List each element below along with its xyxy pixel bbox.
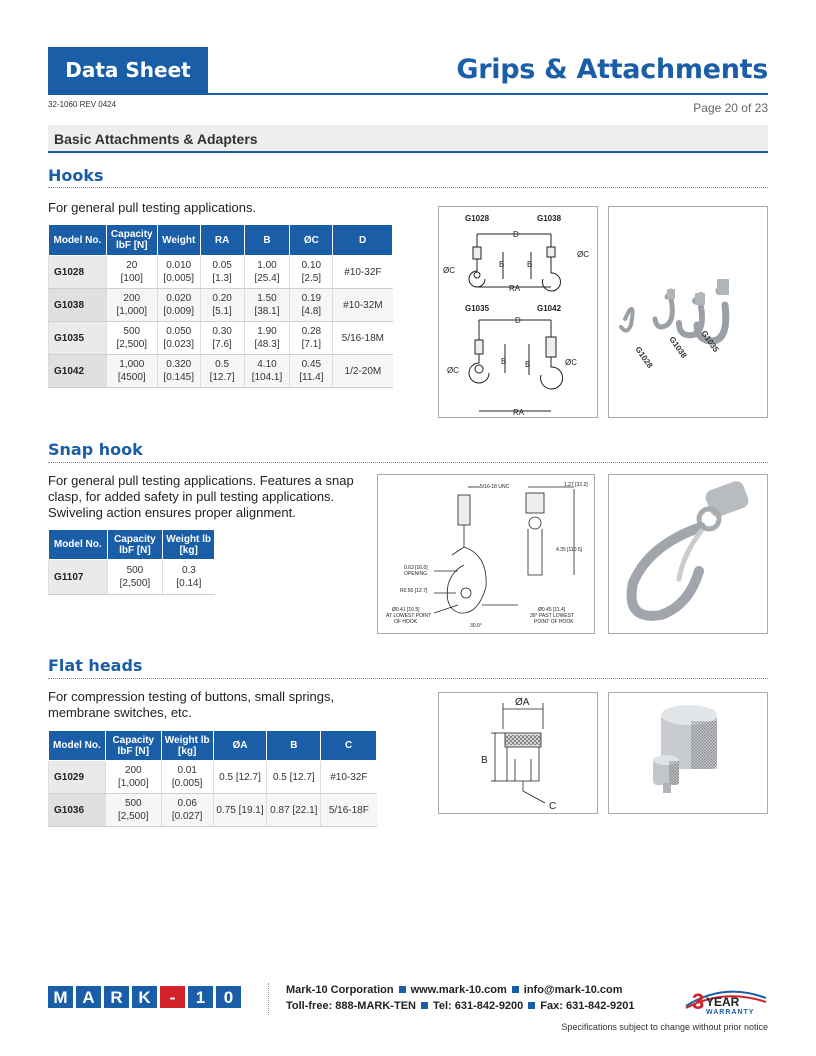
snap-dim-opening-2: OPENING (404, 571, 428, 577)
drawing-dim-b-top-right: B (527, 260, 533, 269)
cell-d: #10-32F (333, 256, 393, 289)
cell-value: 0.5 (215, 359, 230, 370)
cell-value: 1,000 (119, 359, 145, 370)
cell-value-metric: [0.145] (163, 372, 195, 383)
cell-weight (163, 560, 215, 595)
cell-b (244, 322, 290, 355)
cell-value: 0.010 (166, 260, 192, 271)
footer-website: www.mark-10.com (410, 984, 507, 996)
cell-a: 0.5 [12.7] (213, 761, 267, 794)
table-header-row (49, 530, 215, 560)
footer-email: info@mark-10.com (523, 984, 623, 996)
footer-tollfree: Toll-free: 888-MARK-TEN (286, 1000, 416, 1012)
cell-value-metric: [4500] (117, 372, 146, 383)
drawing-dim-b-bottom-right: B (525, 360, 531, 369)
flat-dim-a: ØA (515, 697, 530, 708)
flat-heads-photo (608, 692, 768, 814)
snap-dim-dia1-2: AT LOWEST POINT (386, 613, 432, 619)
cell-weight (161, 761, 213, 794)
cell-ra (200, 256, 244, 289)
cell-capacity (106, 256, 157, 289)
cell-value-metric: [0.005] (163, 273, 195, 284)
snap-hook-photo (608, 474, 768, 634)
flat-heads-photo-svg (609, 693, 768, 814)
col-a: ØA (213, 731, 267, 761)
table-row (49, 794, 377, 827)
cell-c (290, 322, 333, 355)
snap-hook-heading: Snap hook (48, 440, 143, 459)
logo-letter: 0 (223, 988, 234, 1007)
footer-fax: Fax: 631-842-9201 (540, 1000, 635, 1012)
table-row (49, 761, 377, 794)
cell-c (290, 256, 333, 289)
mark-10-logo-svg (48, 986, 244, 1008)
snap-hook-table (48, 529, 215, 595)
cell-value-metric: [4.8] (301, 306, 322, 317)
cell-b (244, 355, 290, 388)
footer-bullet (421, 1002, 428, 1009)
cell-value: 20 (126, 260, 138, 271)
cell-model: G1028 (49, 256, 107, 289)
cell-c: 5/16-18F (321, 794, 377, 827)
table-row (49, 560, 215, 595)
drawing-dim-b-top-left: B (499, 260, 505, 269)
warranty-badge (684, 984, 768, 1016)
col-b: B (267, 731, 321, 761)
photo-label-g1035: G1035 (699, 328, 721, 354)
flat-heads-drawing (438, 692, 598, 814)
warranty-badge-svg (684, 984, 768, 1016)
cell-value: 500 (123, 326, 141, 337)
cell-c: #10-32F (321, 761, 377, 794)
document-number: 32-1060 REV 0424 (48, 100, 117, 109)
flat-heads-description (48, 689, 368, 721)
cell-capacity (105, 794, 161, 827)
cell-value: 0.19 (301, 293, 322, 304)
cell-model: G1035 (49, 322, 107, 355)
cell-a: 0.75 [19.1] (213, 794, 267, 827)
warranty-year: YEAR (706, 995, 740, 1009)
drawing-dim-ra-top: RA (509, 284, 521, 293)
hooks-photo (608, 206, 768, 418)
snap-dim-thread: 5/16-18 UNC (480, 484, 510, 490)
table-row (49, 355, 393, 388)
cell-value: 0.30 (212, 326, 232, 337)
col-d: D (333, 225, 393, 256)
cell-value: 0.06 (177, 798, 197, 809)
drawing-dim-ra-bottom: RA (513, 408, 525, 417)
flat-dim-c: C (549, 801, 557, 812)
cell-b: 0.87 [22.1] (267, 794, 321, 827)
drawing-dim-d-top: D (513, 230, 519, 239)
logo-letter: - (169, 988, 176, 1007)
cell-value-metric: [100] (120, 273, 143, 284)
flat-heads-table (48, 730, 377, 827)
cell-value: 0.3 (181, 565, 196, 576)
cell-c (290, 355, 333, 388)
cell-value: 0.28 (301, 326, 322, 337)
snap-hook-photo-svg (609, 475, 768, 634)
snap-desc-line-1: For general pull testing applications. Features a snap (48, 473, 354, 488)
footer-bullet (399, 986, 406, 993)
cell-capacity (105, 761, 161, 794)
hooks-photo-svg (609, 207, 768, 418)
cell-value-metric: [25.4] (254, 273, 280, 284)
logo-letter: 1 (195, 988, 206, 1007)
flat-dim-b: B (481, 755, 488, 766)
cell-value-metric: [2,500] (117, 811, 149, 822)
snap-hook-dimension-svg (378, 475, 595, 634)
footer-company: Mark-10 Corporation (286, 984, 394, 996)
cell-value: 4.10 (257, 359, 277, 370)
warranty-word: WARRANTY (706, 1009, 755, 1016)
footer-tel: Tel: 631-842-9200 (432, 1000, 524, 1012)
cell-ra (200, 355, 244, 388)
cell-value-metric: [2,500] (116, 339, 148, 350)
data-sheet-badge: Data Sheet (48, 47, 208, 93)
snap-hook-description (48, 473, 358, 521)
page-title: Grips & Attachments (456, 54, 768, 85)
cell-b: 0.5 [12.7] (267, 761, 321, 794)
col-model: Model No. (49, 225, 107, 256)
col-model: Model No. (49, 530, 108, 560)
snap-dim-opening-1: 0.63 [16.0] (404, 565, 428, 571)
cell-value-metric: [2,500] (119, 578, 151, 589)
photo-label-g1028: G1028 (633, 344, 655, 370)
section-title: Basic Attachments & Adapters (54, 131, 258, 147)
cell-value-metric: [7.1] (301, 339, 322, 350)
cell-value-metric: [48.3] (254, 339, 280, 350)
col-capacity: Capacity lbF [N] (105, 731, 161, 761)
cell-weight (161, 794, 213, 827)
snap-dim-width: 1.27 [32.2] (564, 482, 588, 488)
header-rule (48, 93, 768, 95)
hooks-heading: Hooks (48, 166, 104, 185)
cell-value: 200 (123, 293, 141, 304)
col-weight: Weight lb [kg] (163, 530, 215, 560)
hooks-table (48, 224, 393, 388)
cell-value: 0.20 (212, 293, 232, 304)
snap-dim-angle: 30.0° (470, 623, 482, 629)
cell-value: 0.020 (166, 293, 192, 304)
drawing-dim-c-top-right: ØC (577, 250, 589, 259)
cell-value-metric: [1,000] (116, 306, 148, 317)
cell-weight (157, 289, 200, 322)
cell-capacity (106, 322, 157, 355)
cell-value-metric: [0.009] (163, 306, 195, 317)
footer-line-2 (286, 1000, 634, 1012)
cell-model: G1107 (49, 560, 108, 595)
col-model: Model No. (49, 731, 106, 761)
disclaimer: Specifications subject to change without prior notice (561, 1022, 768, 1032)
cell-value: 500 (124, 798, 142, 809)
table-row (49, 289, 393, 322)
cell-d: #10-32M (333, 289, 393, 322)
col-weight: Weight (157, 225, 200, 256)
page-number: Page 20 of 23 (693, 101, 768, 115)
flat-desc-line-1: For compression testing of buttons, small springs, (48, 689, 335, 704)
cell-ra (200, 289, 244, 322)
cell-value: 0.05 (212, 260, 232, 271)
drawing-label-g1042: G1042 (537, 304, 562, 313)
footer-bullet (528, 1002, 535, 1009)
cell-model: G1038 (49, 289, 107, 322)
cell-model: G1036 (49, 794, 106, 827)
drawing-label-g1035: G1035 (465, 304, 490, 313)
cell-value-metric: [1,000] (117, 778, 149, 789)
mark-10-logo (48, 986, 244, 1013)
cell-model: G1042 (49, 355, 107, 388)
drawing-dim-b-bottom-left: B (501, 357, 507, 366)
col-c: ØC (290, 225, 333, 256)
cell-value-metric: [7.6] (212, 339, 232, 350)
snap-dim-dia1-1: Ø0.41 [10.5] (392, 607, 420, 613)
snap-dim-dia2-1: Ø0.45 [11.4] (538, 607, 566, 613)
col-b: B (244, 225, 290, 256)
cell-model: G1029 (49, 761, 106, 794)
cell-value-metric: [104.1] (251, 372, 283, 383)
drawing-dim-c-bottom-right: ØC (565, 358, 577, 367)
cell-value-metric: [12.7] (209, 372, 235, 383)
col-capacity: Capacity lbF [N] (106, 225, 157, 256)
flat-heads-heading: Flat heads (48, 656, 143, 675)
cell-value-metric: [0.027] (171, 811, 203, 822)
snap-dim-dia1-3: OF HOOK (394, 619, 418, 625)
cell-value: 1.90 (257, 326, 277, 337)
col-capacity: Capacity lbF [N] (107, 530, 163, 560)
cell-value-metric: [2.5] (301, 273, 322, 284)
snap-hook-divider (48, 462, 768, 463)
cell-value: 0.01 (177, 765, 197, 776)
cell-capacity (106, 355, 157, 388)
cell-value-metric: [1.3] (212, 273, 232, 284)
hooks-description: For general pull testing applications. (48, 200, 257, 215)
flat-desc-line-2: membrane switches, etc. (48, 705, 192, 720)
snap-dim-dia2-2: 30° PAST LOWEST (530, 613, 575, 619)
cell-b (244, 289, 290, 322)
snap-hook-drawing (377, 474, 595, 634)
cell-d: 1/2-20M (333, 355, 393, 388)
table-header-row (49, 731, 377, 761)
cell-value: 0.45 (301, 359, 322, 370)
photo-label-g1038: G1038 (667, 334, 689, 360)
cell-value: 1.00 (257, 260, 277, 271)
cell-value-metric: [38.1] (254, 306, 280, 317)
drawing-dim-d-bottom: D (515, 316, 521, 325)
logo-letter: M (53, 988, 68, 1007)
snap-desc-line-3: Swiveling action ensures proper alignment. (48, 505, 296, 520)
cell-value-metric: [0.023] (163, 339, 195, 350)
table-row (49, 256, 393, 289)
cell-weight (157, 256, 200, 289)
cell-b (244, 256, 290, 289)
cell-value: 500 (126, 565, 144, 576)
drawing-label-g1038: G1038 (537, 214, 562, 223)
table-row (49, 322, 393, 355)
cell-value: 0.050 (166, 326, 192, 337)
flat-heads-divider (48, 678, 768, 679)
cell-value: 0.320 (166, 359, 192, 370)
cell-weight (157, 355, 200, 388)
cell-value-metric: [5.1] (212, 306, 232, 317)
drawing-dim-c-top-left: ØC (443, 266, 455, 275)
cell-d: 5/16-18M (333, 322, 393, 355)
hooks-divider (48, 187, 768, 188)
snap-dim-radius: R0.50 [12.7] (400, 588, 428, 594)
cell-value-metric: [0.005] (171, 778, 203, 789)
footer-line-1 (286, 984, 623, 996)
cell-c (290, 289, 333, 322)
footer-divider (268, 983, 269, 1015)
table-header-row (49, 225, 393, 256)
hooks-drawing (438, 206, 598, 418)
cell-value: 0.10 (301, 260, 322, 271)
cell-value: 1.50 (257, 293, 277, 304)
col-weight: Weight lb [kg] (161, 731, 213, 761)
hooks-dimension-svg (439, 207, 598, 418)
col-c: C (321, 731, 377, 761)
logo-letter: A (82, 988, 95, 1007)
cell-value-metric: [11.4] (299, 372, 324, 383)
drawing-label-g1028: G1028 (465, 214, 490, 223)
cell-weight (157, 322, 200, 355)
footer-bullet (512, 986, 519, 993)
cell-value: 200 (124, 765, 142, 776)
snap-desc-line-2: clasp, for added safety in pull testing applications. (48, 489, 335, 504)
logo-letter: K (138, 988, 151, 1007)
cell-capacity (106, 289, 157, 322)
warranty-number: 3 (692, 989, 705, 1014)
cell-value-metric: [0.14] (176, 578, 202, 589)
snap-dim-dia2-3: POINT OF HOOK (534, 619, 574, 625)
cell-ra (200, 322, 244, 355)
logo-letter: R (110, 988, 123, 1007)
cell-capacity (107, 560, 163, 595)
flat-heads-dimension-svg (439, 693, 598, 814)
drawing-dim-c-bottom-left: ØC (447, 366, 459, 375)
col-ra: RA (200, 225, 244, 256)
snap-dim-height: 4.35 [110.5] (556, 547, 583, 553)
section-bar (48, 125, 768, 153)
